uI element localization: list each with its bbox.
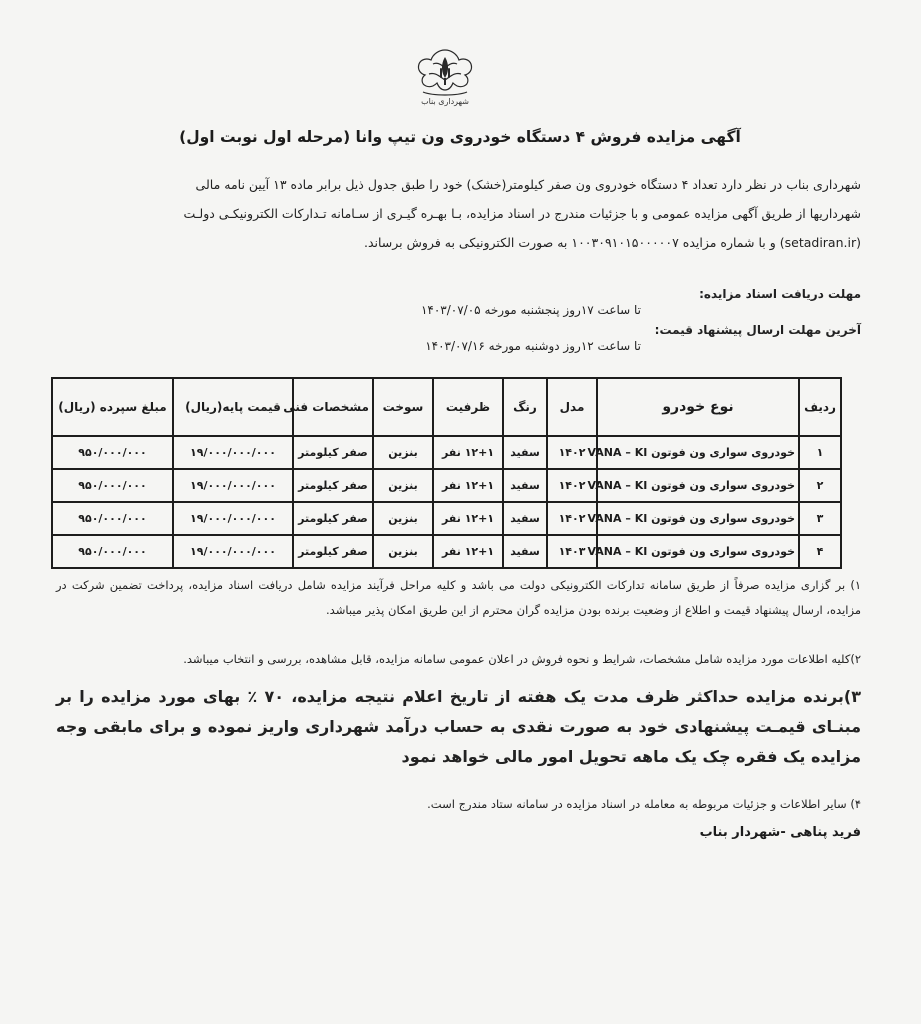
cell-capacity: ۱۲+۱ نفر (433, 436, 503, 469)
table-header-row (52, 378, 841, 436)
header-vehicle-type: نوع خودرو (597, 378, 799, 436)
docs-deadline (61, 286, 861, 318)
cell-fuel: بنزین (373, 436, 433, 469)
cell-fuel: بنزین (373, 535, 433, 568)
cell-vehicle-type: خودروی سواری ون فوتون VANA – KI (597, 502, 799, 535)
cell-row-number: ۲ (799, 469, 841, 502)
table-row (52, 502, 841, 535)
cell-color: سفید (503, 535, 547, 568)
docs-deadline-label: مهلت دریافت اسناد مزایده: (699, 287, 861, 301)
cell-capacity: ۱۲+۱ نفر (433, 502, 503, 535)
cell-vehicle-type: خودروی سواری ون فوتون VANA – KI (597, 535, 799, 568)
cell-base-price: ۱۹/۰۰۰/۰۰۰/۰۰۰ (173, 436, 293, 469)
org-caption: شهرداری بناب (421, 97, 469, 106)
cell-model: ۱۴۰۲ (547, 436, 597, 469)
cell-spec: صفر کیلومتر (293, 535, 373, 568)
cell-deposit: ۹۵۰/۰۰۰/۰۰۰ (52, 469, 173, 502)
bid-deadline-value: تا ساعت ۱۲روز دوشنبه مورخه ۱۴۰۳/۰۷/۱۶ (425, 339, 641, 353)
intro-paragraph (61, 170, 861, 257)
cell-fuel: بنزین (373, 469, 433, 502)
docs-deadline-value: تا ساعت ۱۷روز پنجشنبه مورخه ۱۴۰۳/۰۷/۰۵ (420, 303, 641, 317)
auction-table (51, 377, 842, 569)
header-capacity: ظرفیت (433, 378, 503, 436)
note-1: ۱) بر گزاری مزایده صرفاً از طریق سامانه تدارکات الکترونیکی دولت می باشد و کلیه مراحل فرآیند مزایده شامل دریافت اسناد مزایده، پرداخت تضمین شرکت در مزایده، ارسال پیشنهاد قیمت و اطلاع از وضعیت برنده بودن مزایده گران محترم از این طریق امکان پذیر میباشد. (56, 578, 861, 617)
intro-line-2: شهرداریها از طریق آگهی مزایده عمومی و با جزئیات مندرج در اسناد مزایده، بـا بهـره گیـری از سـامانه تـدارکات الکترونیکـی دولـت (183, 206, 861, 221)
cell-row-number: ۳ (799, 502, 841, 535)
cell-model: ۱۴۰۳ (547, 535, 597, 568)
header-base-price: قیمت پایه(ریال) (173, 378, 293, 436)
cell-fuel: بنزین (373, 502, 433, 535)
header-color: رنگ (503, 378, 547, 436)
cell-row-number: ۱ (799, 436, 841, 469)
note-3: ۳)برنده مزایده حداکثر ظرف مدت یک هفته از تاریخ اعلام نتیجه مزایده، ۷۰ ٪ بهای مورد مزایده را بر مبنـای قیمـت پیشنهادی خود به صورت نقدی به حساب درآمد شهرداری واریز نموده و برای مابقی وجه مزایده یک فقره چک یک ماهه تحویل امور مالی خواهد نمود (56, 687, 862, 766)
cell-base-price: ۱۹/۰۰۰/۰۰۰/۰۰۰ (173, 535, 293, 568)
cell-deposit: ۹۵۰/۰۰۰/۰۰۰ (52, 535, 173, 568)
cell-color: سفید (503, 469, 547, 502)
signature: فرید پناهی -شهردار بناب (699, 825, 861, 840)
page-title (120, 128, 800, 146)
header-spec: مشخصات فنی (293, 378, 373, 436)
header-fuel: سوخت (373, 378, 433, 436)
note-2: ۲)کلیه اطلاعات مورد مزایده شامل مشخصات، شرایط و نحوه فروش در اعلان عمومی سامانه مزایده، قابل مشاهده، بررسی و انتخاب میباشد. (183, 652, 861, 666)
cell-spec: صفر کیلومتر (293, 502, 373, 535)
cell-color: سفید (503, 436, 547, 469)
cell-capacity: ۱۲+۱ نفر (433, 469, 503, 502)
intro-line-1: شهرداری بناب در نظر دارد تعداد ۴ دستگاه خودروی ون صفر کیلومتر(خشک) خود را طبق جدول ذیل برابر ماده ۱۳ آیین نامه مالی (195, 177, 861, 192)
cell-base-price: ۱۹/۰۰۰/۰۰۰/۰۰۰ (173, 502, 293, 535)
table-row (52, 535, 841, 568)
cell-deposit: ۹۵۰/۰۰۰/۰۰۰ (52, 502, 173, 535)
title-text: آگهی مزایده فروش ۴ دستگاه خودروی ون تیپ وانا (مرحله اول نوبت اول) (179, 128, 741, 146)
bid-deadline (61, 322, 861, 354)
table-row (52, 436, 841, 469)
cell-model: ۱۴۰۲ (547, 469, 597, 502)
municipality-emblem-icon (413, 44, 477, 102)
note-4: ۴) سایر اطلاعات و جزئیات مربوطه به معامله در اسناد مزایده در سامانه ستاد مندرج است. (427, 797, 861, 811)
intro-line-3: (setadiran.ir) و با شماره مزایده ۱۰۰۳۰۹۱۰۱۵۰۰۰۰۰۷ به صورت الکترونیکی به فروش برساند. (363, 235, 861, 250)
cell-model: ۱۴۰۲ (547, 502, 597, 535)
header-model: مدل (547, 378, 597, 436)
table-row (52, 469, 841, 502)
cell-spec: صفر کیلومتر (293, 436, 373, 469)
cell-base-price: ۱۹/۰۰۰/۰۰۰/۰۰۰ (173, 469, 293, 502)
header-row-number: ردیف (799, 378, 841, 436)
bid-deadline-label: آخرین مهلت ارسال پیشنهاد قیمت: (654, 323, 861, 337)
header-deposit: مبلغ سپرده (ریال) (52, 378, 173, 436)
cell-row-number: ۴ (799, 535, 841, 568)
cell-capacity: ۱۲+۱ نفر (433, 535, 503, 568)
cell-vehicle-type: خودروی سواری ون فوتون VANA – KI (597, 436, 799, 469)
cell-color: سفید (503, 502, 547, 535)
cell-spec: صفر کیلومتر (293, 469, 373, 502)
cell-deposit: ۹۵۰/۰۰۰/۰۰۰ (52, 436, 173, 469)
cell-vehicle-type: خودروی سواری ون فوتون VANA – KI (597, 469, 799, 502)
